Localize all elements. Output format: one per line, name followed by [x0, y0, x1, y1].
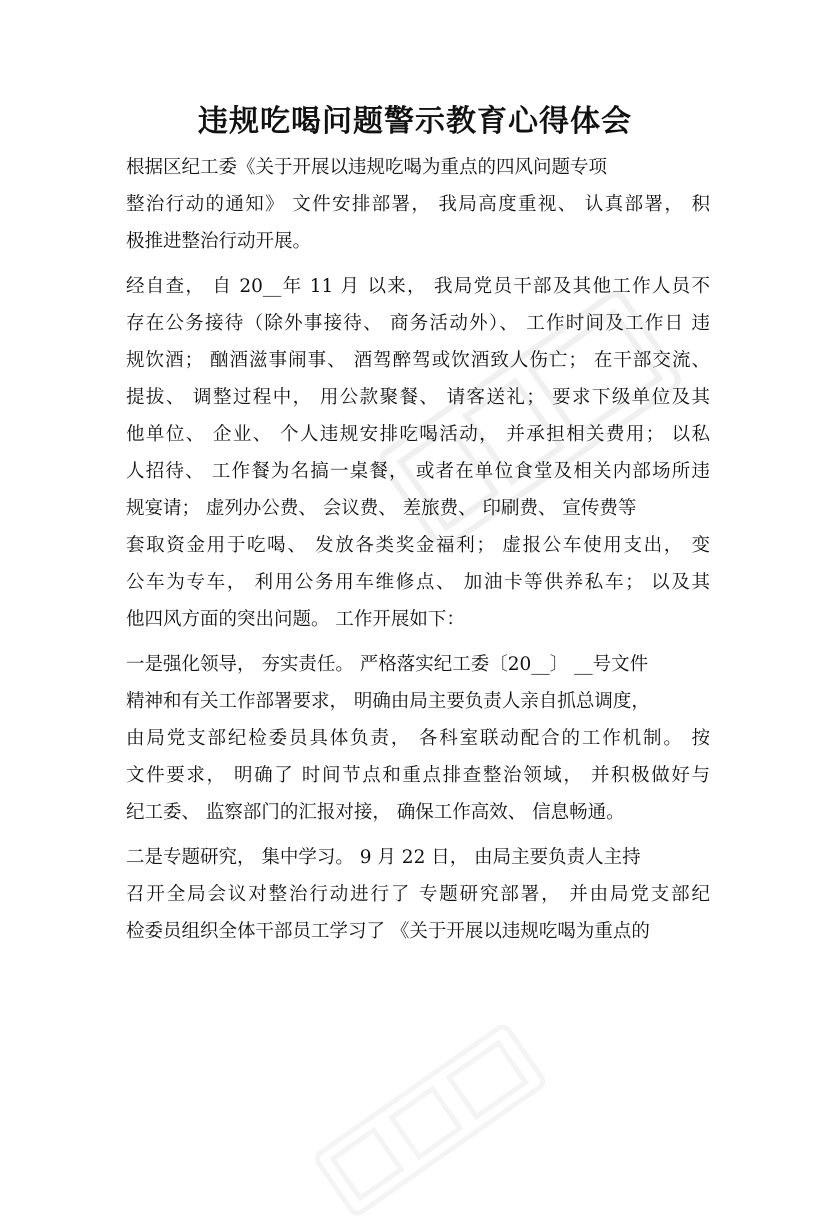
- text-line: 人招待、 工作餐为名搞一桌餐， 或者在单位食堂及相关内部场所违: [126, 461, 710, 482]
- text-line: 根据区纪工委《关于开展以违规吃喝为重点的四风问题专项: [126, 157, 608, 178]
- text-line: 经自查， 自 20__年 11 月 以来， 我局党员干部及其他工作人员不: [126, 276, 710, 297]
- text-line: 规饮酒； 酗酒滋事闹事、 酒驾醉驾或饮酒致人伤亡； 在干部交流、: [126, 350, 710, 371]
- text-line: 二是专题研究， 集中学习。 9 月 22 日， 由局主要负责人主持: [126, 847, 641, 868]
- text-line: 文件要求， 明确了 时间节点和重点排查整治领域， 并积极做好与: [126, 765, 710, 786]
- text-line: 纪工委、 监察部门的汇报对接， 确保工作高效、 信息畅通。: [126, 802, 625, 823]
- text-line: 存在公务接待（除外事接待、 商务活动外）、 工作时间及工作日 违: [126, 313, 710, 334]
- page-title: 违规吃喝问题警示教育心得体会: [198, 104, 632, 139]
- text-line: 提拔、 调整过程中， 用公款聚餐、 请客送礼； 要求下级单位及其: [126, 387, 710, 408]
- document-body: [126, 149, 710, 950]
- text-line: 召开全局会议对整治行动进行了 专题研究部署， 并由局党支部纪: [126, 884, 710, 905]
- text-line: 他四风方面的突出问题。 工作开展如下：: [126, 609, 465, 630]
- text-line: 公车为专车， 利用公务用车维修点、 加油卡等供养私车； 以及其: [126, 572, 710, 593]
- text-line: 精神和有关工作部署要求， 明确由局主要负责人亲自抓总调度，: [126, 691, 650, 712]
- text-line: 规宴请； 虚列办公费、 会议费、 差旅费、 印刷费、 宣传费等: [126, 498, 637, 519]
- text-line: 检委员组织全体干部员工学习了 《关于开展以违规吃喝为重点的: [126, 921, 650, 942]
- text-line: 一是强化领导， 夯实责任。 严格落实纪工委〔20__〕 __号文件: [126, 654, 649, 675]
- text-line: 极推进整治行动开展。: [126, 231, 312, 252]
- text-line: 他单位、 企业、 个人违规安排吃喝活动， 并承担相关费用； 以私: [126, 424, 710, 445]
- text-line: 整治行动的通知》 文件安排部署， 我局高度重视、 认真部署， 积: [126, 194, 710, 215]
- watermark-stamp-bottom-icon: [309, 1018, 551, 1221]
- text-line: 套取资金用于吃喝、 发放各类奖金福利； 虚报公车使用支出， 变: [126, 535, 710, 556]
- text-line: 由局党支部纪检委员具体负责， 各科室联动配合的工作机制。 按: [126, 728, 710, 749]
